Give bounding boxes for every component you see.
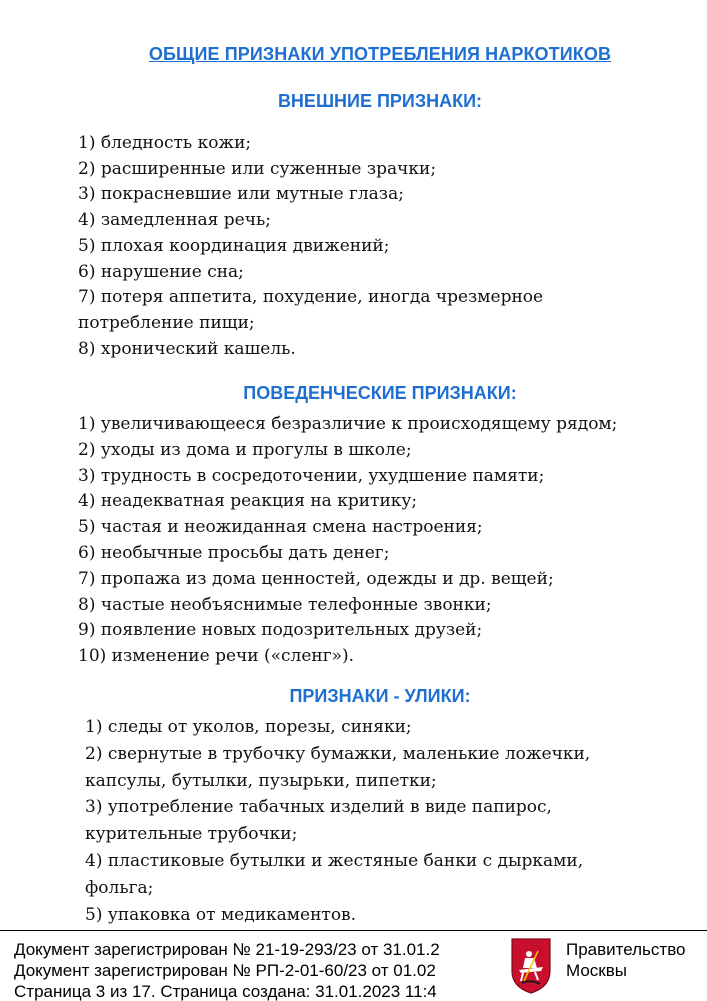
list-item: 1) бледность кожи; — [78, 133, 252, 153]
list-item: курительные трубочки; — [85, 824, 298, 845]
list-item: 5) упаковка от медикаментов. — [85, 904, 357, 925]
list-item: 3) трудность в сосредоточении, ухудшение памяти; — [78, 465, 545, 486]
registration-stamp — [0, 930, 707, 1001]
list-item: 7) пропажа из дома ценностей, одежды и др. вещей; — [78, 568, 554, 589]
list-item: 7) потеря аппетита, похудение, иногда чрезмерное — [78, 287, 544, 308]
registration-line-2: Документ зарегистрирован № РП-2-01-60/23 от 01.02 — [14, 961, 436, 980]
issuer-line-1: Правительство — [566, 940, 686, 959]
list-item: 2) расширенные или суженные зрачки; — [78, 158, 437, 179]
list-item: фольга; — [85, 877, 154, 898]
list-item: 4) замедленная речь; — [78, 210, 271, 231]
list-item: 10) изменение речи («сленг»). — [78, 646, 355, 667]
heading-behavioral-signs: ПОВЕДЕНЧЕСКИЕ ПРИЗНАКИ: — [243, 383, 517, 403]
external-signs-list — [78, 131, 543, 362]
registration-line-1: Документ зарегистрирован № 21-19-293/23 от 31.01.2 — [14, 940, 440, 959]
page-title: ОБЩИЕ ПРИЗНАКИ УПОТРЕБЛЕНИЯ НАРКОТИКОВ — [148, 44, 612, 64]
list-item: 6) нарушение сна; — [78, 261, 244, 282]
behavioral-signs-list — [78, 412, 617, 670]
heading-external-signs: ВНЕШНИЕ ПРИЗНАКИ: — [277, 91, 483, 111]
moscow-coat-of-arms-icon — [510, 937, 552, 995]
list-item: 1) увеличивающееся безразличие к происходящему рядом; — [78, 414, 618, 434]
list-item: 9) появление новых подозрительных друзей; — [78, 620, 483, 641]
heading-evidence-signs: ПРИЗНАКИ - УЛИКИ: — [289, 686, 471, 706]
page-info-line: Страница 3 из 17. Страница создана: 31.01.2023 11:4 — [14, 982, 437, 1001]
list-item: 5) частая и неожиданная смена настроения; — [78, 517, 483, 538]
registration-lines — [14, 939, 440, 1001]
list-item: 8) хронический кашель. — [78, 338, 296, 359]
list-item: потребление пищи; — [78, 312, 255, 333]
issuer-name — [566, 939, 686, 981]
issuer-line-2: Москвы — [566, 961, 627, 980]
list-item: 4) пластиковые бутылки и жестяные банки с дырками, — [85, 850, 584, 871]
evidence-signs-list — [85, 714, 590, 928]
list-item: капсулы, бутылки, пузырьки, пипетки; — [85, 770, 437, 791]
list-item: 3) покрасневшие или мутные глаза; — [78, 184, 404, 205]
list-item: 8) частые необъяснимые телефонные звонки; — [78, 594, 492, 615]
list-item: 5) плохая координация движений; — [78, 235, 390, 256]
list-item: 2) уходы из дома и прогулы в школе; — [78, 439, 412, 460]
list-item: 6) необычные просьбы дать денег; — [78, 542, 390, 563]
list-item: 2) свернутые в трубочку бумажки, маленькие ложечки, — [85, 743, 591, 764]
list-item: 3) употребление табачных изделий в виде папирос, — [85, 797, 552, 818]
list-item: 4) неадекватная реакция на критику; — [78, 491, 418, 512]
list-item: 1) следы от уколов, порезы, синяки; — [85, 717, 412, 737]
